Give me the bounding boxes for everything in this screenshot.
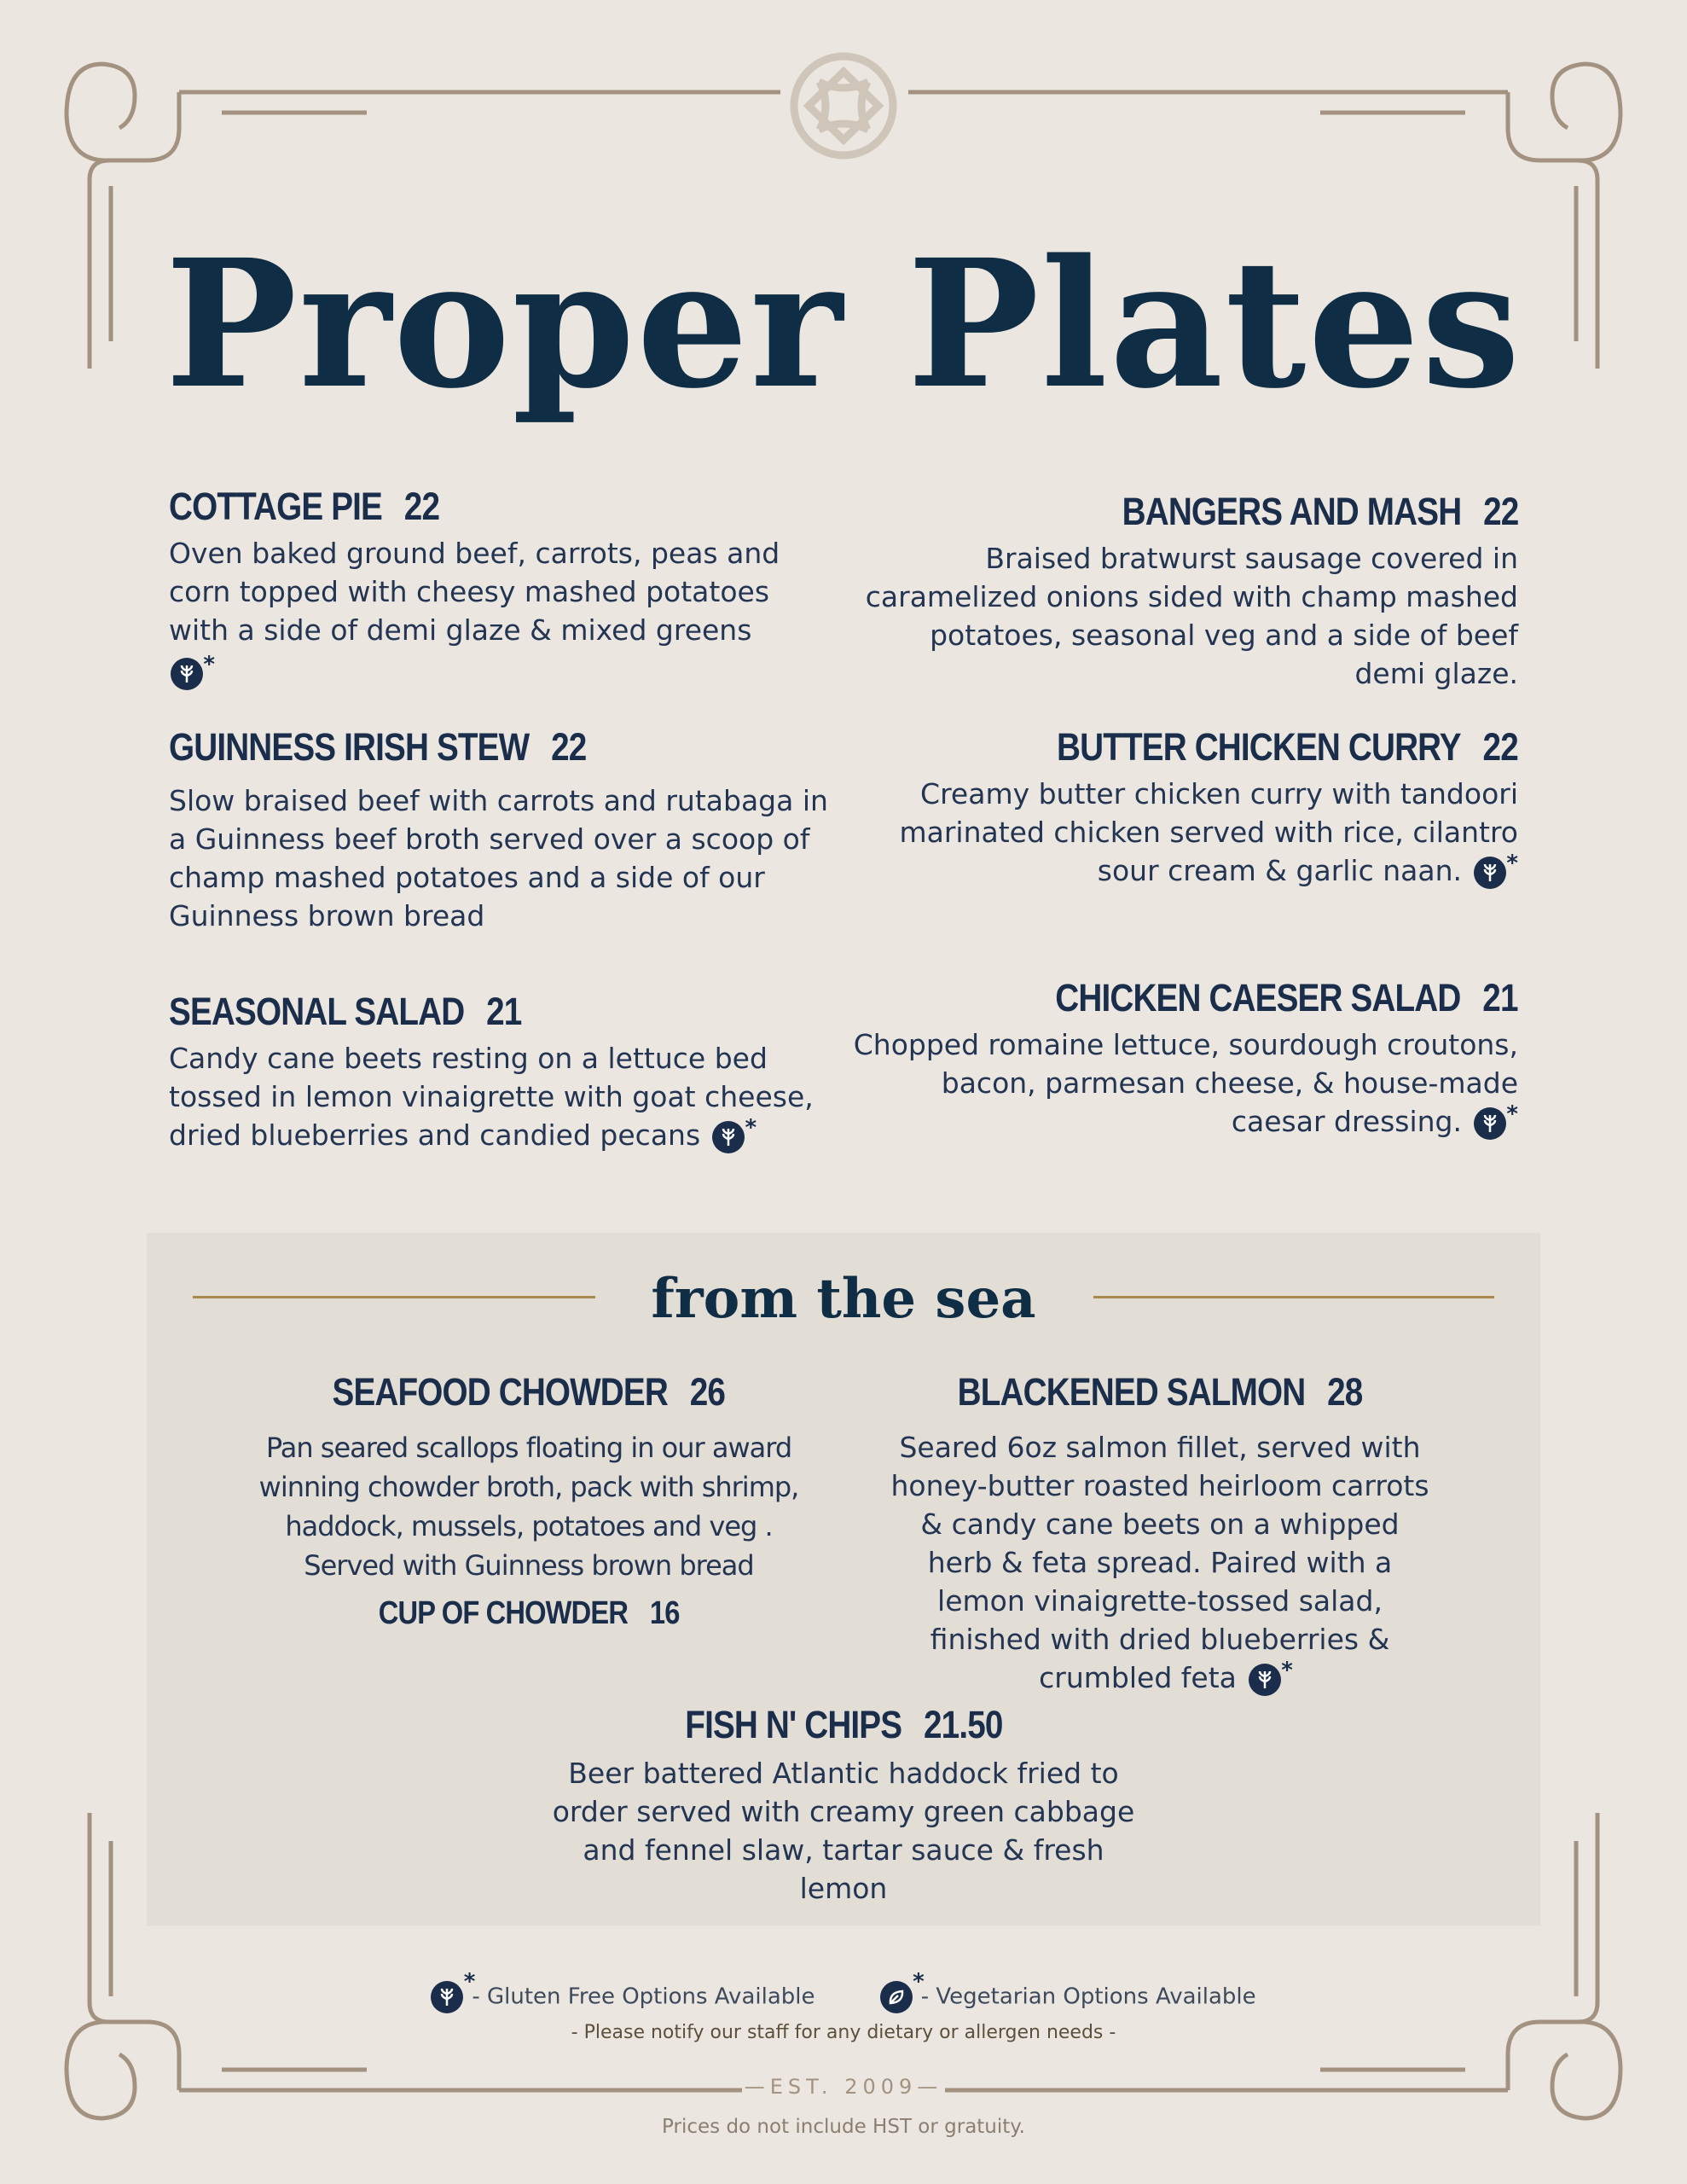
menu-item-fish-n-chips [502,1703,1185,1908]
gluten-free-icon [1474,1107,1506,1140]
item-name-line [169,485,439,529]
item-price: 22 [403,485,440,528]
gluten-free-icon [171,658,203,690]
item-name: COTTAGE PIE [169,485,382,528]
legend-gluten-free: *- Gluten Free Options Available [431,1981,815,2013]
item-price: 21 [1482,976,1518,1019]
sub-item-name: CUP OF CHOWDER [378,1595,628,1631]
menu-item-butter-chicken-curry [853,725,1518,890]
section-title: from the sea [651,1267,1036,1331]
item-name-line [379,1595,680,1632]
celtic-knot-icon [794,56,893,155]
item-price: 28 [1327,1370,1363,1414]
menu-item-guinness-irish-stew [169,725,834,935]
gluten-free-icon [1474,857,1506,889]
item-name: SEAFOOD CHOWDER [332,1370,669,1414]
gluten-free-icon [1249,1664,1281,1696]
menu-title: Proper Plates [165,221,1522,427]
item-description: Chopped romaine lettuce, sourdough croutons, bacon, parmesan cheese, & house-made caesar dressing. * [853,1025,1518,1141]
menu-item-seasonal-salad [169,990,834,1154]
item-name-line [685,1703,1002,1747]
item-name-line [1122,490,1518,534]
menu-item-seafood-chowder [230,1370,827,1632]
item-name-line [1057,725,1518,770]
item-name: FISH N' CHIPS [684,1703,901,1746]
item-name-line [169,725,586,770]
item-description: Beer battered Atlantic haddock fried to order served with creamy green cabbage and fennel slaw, tartar sauce & fresh lemon [552,1757,1135,1905]
sub-item-price: 16 [649,1595,680,1631]
menu-item-blackened-salmon [861,1370,1458,1697]
item-description: Candy cane beets resting on a lettuce bed tossed in lemon vinaigrette with goat cheese, dried blueberries and candied pecans * [169,1039,834,1154]
allergen-notice: - Please notify our staff for any dietary or allergen needs - [571,2022,1116,2043]
item-name: BLACKENED SALMON [957,1370,1306,1414]
established-year: —EST. 2009— [744,2075,943,2099]
prices-note: Prices do not include HST or gratuity. [662,2116,1025,2138]
gluten-free-icon [431,1981,463,2013]
gluten-free-icon [712,1121,745,1153]
item-description: Slow braised beef with carrots and rutabaga in a Guinness beef broth served over a scoop of champ mashed potatoes and a side of our Guinness brown bread [169,784,828,932]
dietary-legend [0,1981,1687,2013]
item-price: 22 [1482,490,1518,533]
menu-item-bangers-and-mash [853,490,1518,693]
item-name: CHICKEN CAESER SALAD [1055,976,1461,1019]
item-name-line [958,1370,1363,1414]
item-price: 26 [689,1370,726,1414]
menu-item-cottage-pie [169,485,834,690]
legend-vegetarian: * - Vegetarian Options Available [880,1981,1256,2013]
menu-item-chicken-caeser-salad [853,976,1518,1141]
item-description: Pan seared scallops floating in our award winning chowder broth, pack with shrimp, haddock, mussels, potatoes and veg . Served with Guinness brown bread [258,1432,799,1582]
item-price: 21.50 [923,1703,1003,1746]
item-price: 22 [551,725,587,769]
vegetarian-leaf-icon [880,1981,913,2013]
item-price: 22 [1482,725,1518,769]
item-name: GUINNESS IRISH STEW [169,725,530,769]
item-description: Creamy butter chicken curry with tandoori marinated chicken served with rice, cilantro sour cream & garlic naan. * [853,775,1518,890]
item-name: SEASONAL SALAD [169,990,465,1033]
item-price: 21 [486,990,522,1033]
item-name-line [169,990,521,1034]
item-name: BANGERS AND MASH [1122,490,1461,533]
item-name-line [333,1370,726,1414]
item-name: BUTTER CHICKEN CURRY [1057,725,1461,769]
item-description: Seared 6oz salmon fillet, served with honey-butter roasted heirloom carrots & candy cane beets on a whipped herb & feta spread. Paired with a lemon vinaigrette-tossed salad, finished with dried blueberries & crumbled feta * [861,1428,1458,1697]
item-name-line [1056,976,1518,1020]
item-description: Oven baked ground beef, carrots, peas and corn topped with cheesy mashed potatoes with a side of demi glaze & mixed greens * [169,534,834,690]
item-description: Braised bratwurst sausage covered in caramelized onions sided with champ mashed potatoes, seasonal veg and a side of beef demi glaze. [865,542,1518,690]
